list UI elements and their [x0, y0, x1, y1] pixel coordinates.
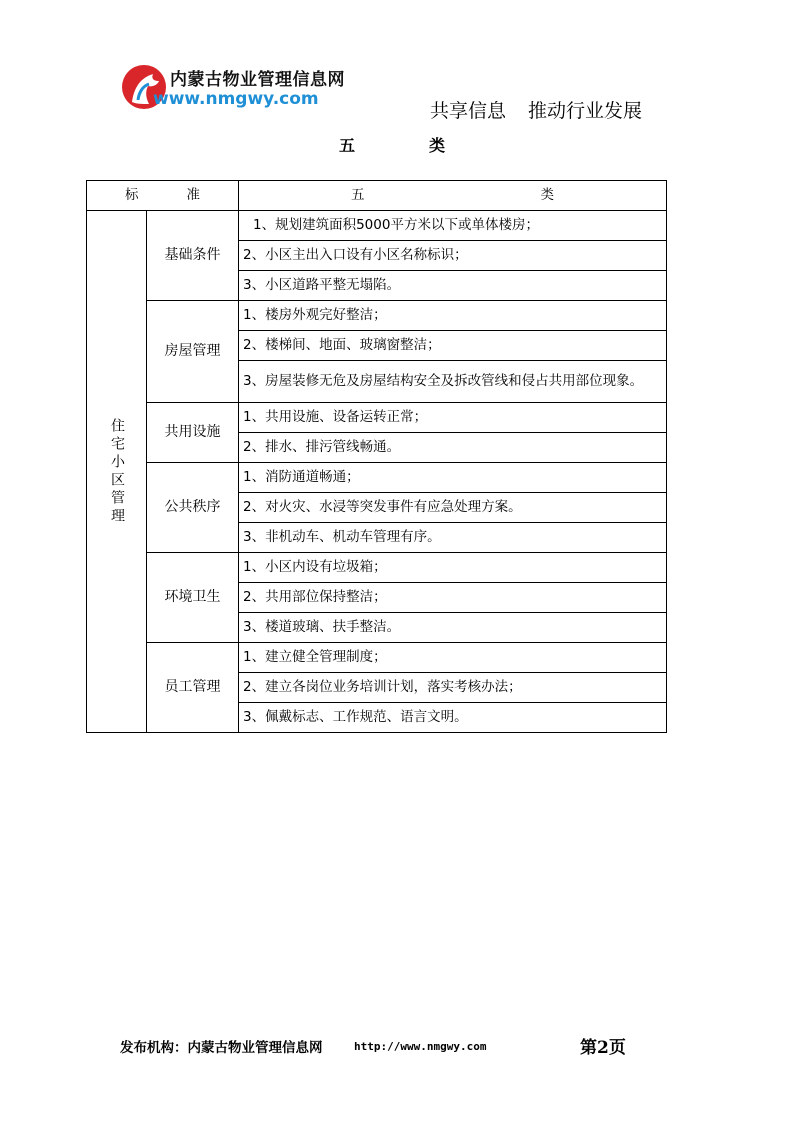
header-standard — [87, 181, 239, 211]
footer-publisher: 发布机构：内蒙古物业管理信息网 — [120, 1040, 323, 1056]
category-order: 公共秩序 — [147, 463, 239, 553]
item-staff-1: 1、建立健全管理制度； — [239, 643, 667, 673]
item-order-3: 3、非机动车、机动车管理有序。 — [239, 523, 667, 553]
site-logo[interactable] — [120, 62, 380, 114]
category-sanitation: 环境卫生 — [147, 553, 239, 643]
item-housing-1: 1、楼房外观完好整洁； — [239, 301, 667, 331]
category-basic: 基础条件 — [147, 211, 239, 301]
item-staff-2: 2、建立各岗位业务培训计划，落实考核办法； — [239, 673, 667, 703]
item-basic-2: 2、小区主出入口设有小区名称标识； — [239, 241, 667, 271]
logo-site-name: 内蒙古物业管理信息网 — [170, 70, 345, 90]
category-housing: 房屋管理 — [147, 301, 239, 403]
standards-table — [86, 180, 667, 733]
header-class — [239, 181, 667, 211]
category-staff: 员工管理 — [147, 643, 239, 733]
item-sanitation-2: 2、共用部位保持整洁； — [239, 583, 667, 613]
page-number: 第2页 — [580, 1038, 626, 1058]
item-basic-1: 1、规划建筑面积5000平方米以下或单体楼房； — [239, 211, 667, 241]
table-row — [87, 301, 667, 331]
item-facilities-2: 2、排水、排污管线畅通。 — [239, 433, 667, 463]
item-staff-3: 3、佩戴标志、工作规范、语言文明。 — [239, 703, 667, 733]
area-label: 住宅小区管理 — [109, 417, 125, 526]
header-standard-char2: 准 — [186, 187, 200, 203]
table-row — [87, 211, 667, 241]
footer-url-link[interactable]: http://www.nmgwy.com — [354, 1040, 487, 1053]
table-row — [87, 643, 667, 673]
title-char2: 类 — [429, 136, 446, 155]
item-sanitation-3: 3、楼道玻璃、扶手整洁。 — [239, 613, 667, 643]
item-facilities-1: 1、共用设施、设备运转正常； — [239, 403, 667, 433]
slogan-part2: 推动行业发展 — [528, 100, 643, 122]
header-class-char1: 五 — [351, 187, 365, 203]
item-sanitation-1: 1、小区内设有垃圾箱； — [239, 553, 667, 583]
item-order-2: 2、对火灾、水浸等突发事件有应急处理方案。 — [239, 493, 667, 523]
table-row — [87, 463, 667, 493]
table-row — [87, 553, 667, 583]
table-header-row — [87, 181, 667, 211]
slogan — [430, 96, 642, 123]
title-char1: 五 — [339, 136, 356, 155]
item-order-1: 1、消防通道畅通； — [239, 463, 667, 493]
slogan-part1: 共享信息 — [430, 100, 507, 122]
category-facilities: 共用设施 — [147, 403, 239, 463]
header-standard-char1: 标 — [125, 187, 139, 203]
document-title — [339, 133, 445, 156]
item-basic-3: 3、小区道路平整无塌陷。 — [239, 271, 667, 301]
header-class-char2: 类 — [540, 187, 554, 203]
logo-site-url: www.nmgwy.com — [153, 89, 319, 109]
area-cell — [87, 211, 147, 733]
item-housing-2: 2、楼梯间、地面、玻璃窗整洁； — [239, 331, 667, 361]
item-housing-3: 3、房屋装修无危及房屋结构安全及拆改管线和侵占共用部位现象。 — [239, 361, 667, 403]
table-row — [87, 403, 667, 433]
